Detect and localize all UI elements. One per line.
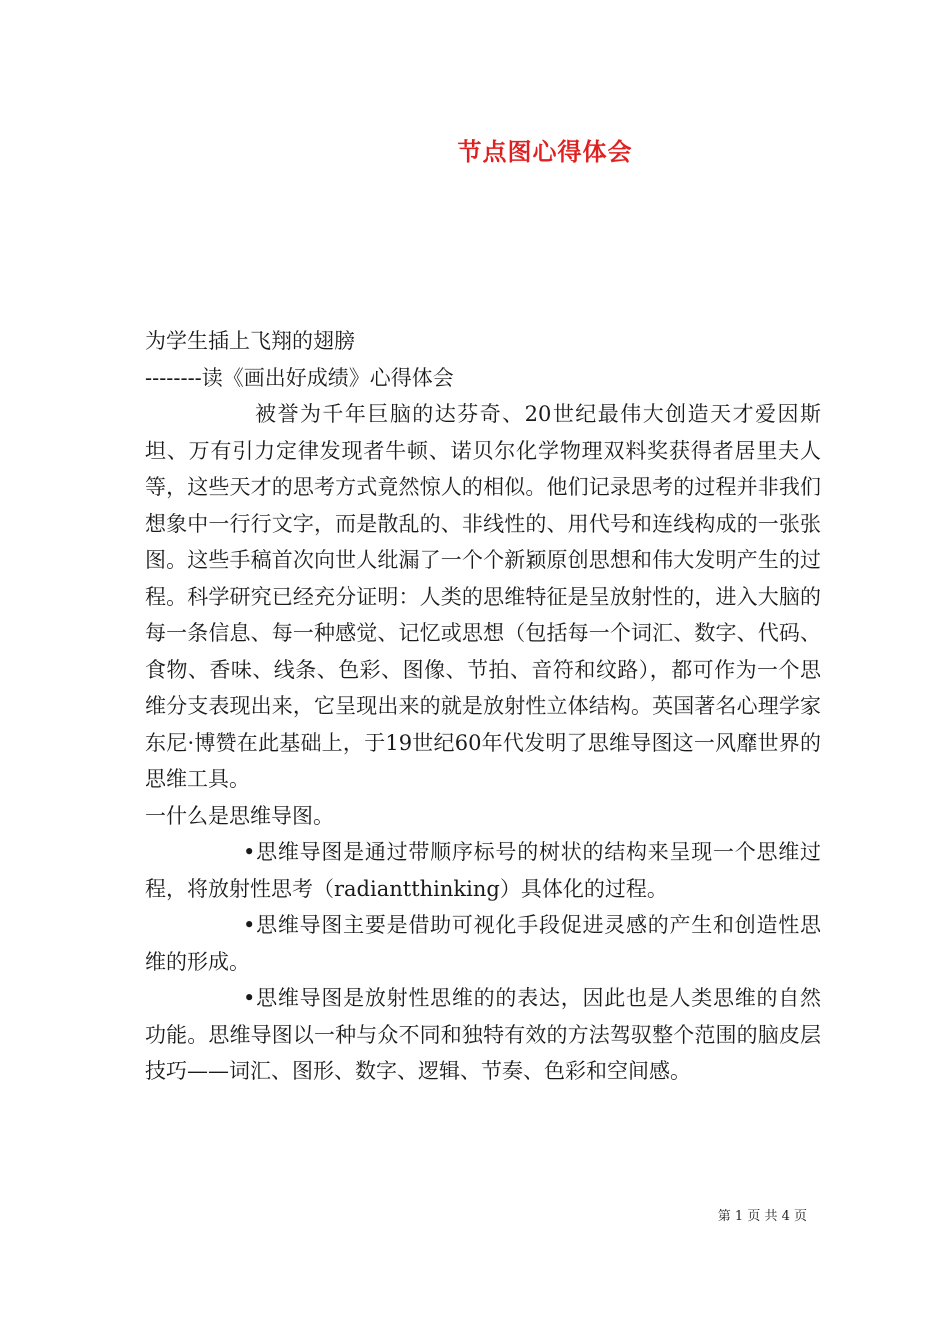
page-number-footer: 第 1 页 共 4 页 (717, 1209, 807, 1224)
document-title: 节点图心得体会 (457, 137, 633, 166)
document-body (145, 323, 821, 1090)
bullet-item-2: •思维导图主要是借助可视化手段促进灵感的产生和创造性思维的形成。 (145, 913, 821, 974)
bullet-item-1: •思维导图是通过带顺序标号的树状的结构来呈现一个思维过程，将放射性思考（radiantthinking）具体化的过程。 (145, 840, 821, 901)
section-heading-what-is-mind-map: 一什么是思维导图。 (145, 803, 334, 828)
subtitle-main: 为学生插上飞翔的翅膀 (145, 329, 355, 353)
subtitle-secondary: --------读《画出好成绩》心得体会 (145, 365, 454, 390)
bullet-item-3: •思维导图是放射性思维的的表达，因此也是人类思维的自然功能。思维导图以一种与众不同和独特有效的方法驾驭整个范围的脑皮层技巧——词汇、图形、数字、逻辑、节奏、色彩和空间感。 (145, 986, 821, 1083)
paragraph-intro: 被誉为千年巨脑的达芬奇、20世纪最伟大创造天才爱因斯坦、万有引力定律发现者牛顿、诺贝尔化学物理双料奖获得者居里夫人等，这些天才的思考方式竟然惊人的相似。他们记录思考的过程并非我们想象中一行行文字，而是散乱的、非线性的、用代号和连线构成的一张张图。这些手稿首次向世人纰漏了一个个新颖原创思想和伟大发明产生的过程。科学研究已经充分证明：人类的思维特征是呈放射性的，进入大脑的每一条信息、每一种感觉、记忆或思想（包括每一个词汇、数字、代码、食物、香味、线条、色彩、图像、节拍、音符和纹路），都可作为一个思维分支表现出来，它呈现出来的就是放射性立体结构。英国著名心理学家东尼·博赞在此基础上，于19世纪60年代发明了思维导图这一风靡世界的思维工具。 (145, 402, 821, 791)
